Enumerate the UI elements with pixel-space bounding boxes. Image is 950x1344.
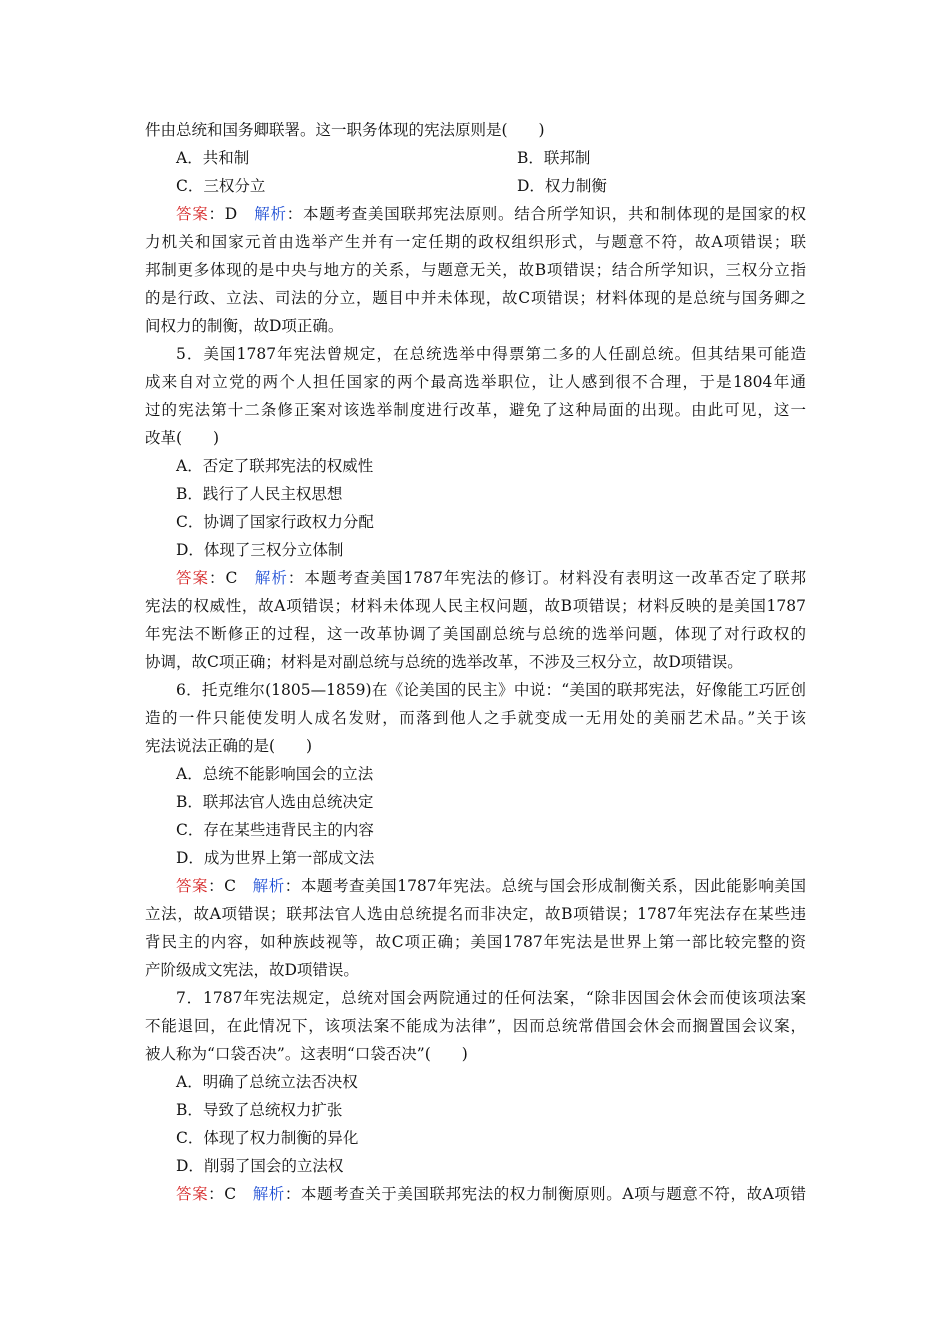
q4-analysis-line: 邦制更多体现的是中央与地方的关系，与题意无关，故B项错误；结合所学知识，三权分立指 xyxy=(145,261,806,279)
analysis-label: 解析 xyxy=(254,569,288,587)
q4-stem-line: 件由总统和国务卿联署。这一职务体现的宪法原则是( ) xyxy=(145,121,545,139)
analysis-text: ：本题考查关于美国联邦宪法的权力制衡原则。A项与题意不符，故A项错 xyxy=(284,1185,806,1203)
q5-analysis-line: 协调，故C项正确；材料是对副总统与总统的选举改革，不涉及三权分立，故D项错误。 xyxy=(145,653,743,671)
q7-stem-line: 被人称为“口袋否决”。这表明“口袋否决”( ) xyxy=(145,1045,468,1063)
analysis-label: 解析 xyxy=(254,205,287,223)
q6-answer-line xyxy=(176,875,806,897)
q5-analysis-line: 宪法的权威性，故A项错误；材料未体现人民主权问题，故B项错误；材料反映的是美国1787 xyxy=(145,597,806,615)
q5-answer-line xyxy=(176,567,806,589)
answer-label: 答案 xyxy=(176,877,209,895)
q7-option-c: C．体现了权力制衡的异化 xyxy=(176,1129,359,1147)
q5-analysis-line: 年宪法不断修正的过程，这一改革协调了美国副总统与总统的选举问题，体现了对行政权的 xyxy=(145,625,806,643)
answer-value: ：C xyxy=(208,1185,253,1203)
q7-option-b: B．导致了总统权力扩张 xyxy=(176,1101,343,1119)
q4-option-d: D．权力制衡 xyxy=(517,177,607,195)
q5-stem-line: 过的宪法第十二条修正案对该选举制度进行改革，避免了这种局面的出现。由此可见，这一 xyxy=(145,401,806,419)
analysis-text: ：本题考查美国联邦宪法原则。结合所学知识，共和制体现的是国家的权 xyxy=(286,205,806,223)
q7-stem-line: 7．1787年宪法规定，总统对国会两院通过的任何法案，“除非因国会休会而使该项法案 xyxy=(176,989,806,1007)
analysis-label: 解析 xyxy=(252,877,285,895)
q5-option-d: D．体现了三权分立体制 xyxy=(176,541,344,559)
answer-value: ：D xyxy=(208,205,255,223)
q6-analysis-line: 产阶级成文宪法，故D项错误。 xyxy=(145,961,359,979)
q4-option-b: B．联邦制 xyxy=(517,149,591,167)
q5-option-a: A．否定了联邦宪法的权威性 xyxy=(176,457,374,475)
q4-answer-line xyxy=(176,203,806,225)
q6-stem-line: 宪法说法正确的是( ) xyxy=(145,737,313,755)
q6-analysis-line: 背民主的内容，如种族歧视等，故C项正确；美国1787年宪法是世界上第一部比较完整的资 xyxy=(145,933,806,951)
answer-value: ：C xyxy=(209,569,255,587)
q6-option-b: B．联邦法官人选由总统决定 xyxy=(176,793,374,811)
q6-option-c: C．存在某些违背民主的内容 xyxy=(176,821,374,839)
analysis-text: ：本题考查美国1787年宪法。总统与国会形成制衡关系，因此能影响美国 xyxy=(284,877,806,895)
q6-option-d: D．成为世界上第一部成文法 xyxy=(176,849,375,867)
q6-stem-line: 6．托克维尔(1805—1859)在《论美国的民主》中说：“美国的联邦宪法，好像能工巧匠创 xyxy=(176,681,806,699)
answer-label: 答案 xyxy=(176,569,210,587)
q4-option-a: A．共和制 xyxy=(176,149,250,167)
q6-stem-line: 造的一件只能使发明人成名发财，而落到他人之手就变成一无用处的美丽艺术品。”关于该 xyxy=(145,709,806,727)
q7-stem-line: 不能退回，在此情况下，该项法案不能成为法律”，因而总统常借国会休会而搁置国会议案， xyxy=(145,1017,806,1035)
q5-stem-line: 成来自对立党的两个人担任国家的两个最高选举职位，让人感到很不合理，于是1804年通 xyxy=(145,373,806,391)
q6-analysis-line: 立法，故A项错误；联邦法官人选由总统提名而非决定，故B项错误；1787年宪法存在某些违 xyxy=(145,905,806,923)
q6-option-a: A．总统不能影响国会的立法 xyxy=(176,765,374,783)
analysis-label: 解析 xyxy=(252,1185,285,1203)
q7-answer-line xyxy=(176,1183,806,1205)
analysis-text: ：本题考查美国1787年宪法的修订。材料没有表明这一改革否定了联邦 xyxy=(287,569,806,587)
q4-analysis-line: 力机关和国家元首由选举产生并有一定任期的政权组织形式，与题意不符，故A项错误；联 xyxy=(145,233,806,251)
answer-label: 答案 xyxy=(176,1185,209,1203)
q7-option-d: D．削弱了国会的立法权 xyxy=(176,1157,344,1175)
q7-option-a: A．明确了总统立法否决权 xyxy=(176,1073,358,1091)
q5-stem-line: 改革( ) xyxy=(145,429,220,447)
q4-analysis-line: 间权力的制衡，故D项正确。 xyxy=(145,317,344,335)
q5-option-b: B．践行了人民主权思想 xyxy=(176,485,343,503)
q4-analysis-line: 的是行政、立法、司法的分立，题目中并未体现，故C项错误；材料体现的是总统与国务卿之 xyxy=(145,289,806,307)
answer-value: ：C xyxy=(208,877,253,895)
answer-label: 答案 xyxy=(176,205,209,223)
q5-stem-line: 5．美国1787年宪法曾规定，在总统选举中得票第二多的人任副总统。但其结果可能造 xyxy=(176,345,806,363)
q4-option-c: C．三权分立 xyxy=(176,177,266,195)
q5-option-c: C．协调了国家行政权力分配 xyxy=(176,513,374,531)
